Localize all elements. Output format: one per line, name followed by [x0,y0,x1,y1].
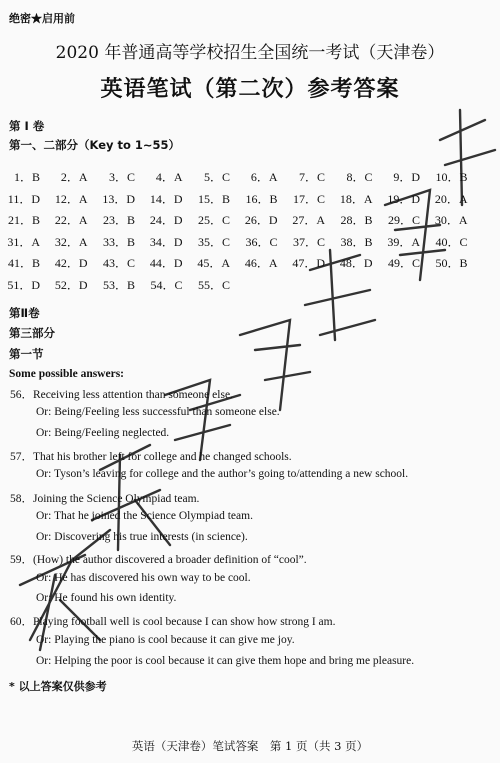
answer-cell: 1．B [13,170,40,184]
answer-cell: 55．C [197,277,230,292]
confidential-label: 绝密★启用前 [9,12,75,25]
answer-cell: 37．C [292,234,325,249]
answer-cell: 53．B [102,277,135,292]
volume-1-heading: 第 I 卷 [9,119,45,133]
answer-cell: 16．B [245,191,278,206]
answer-line: 58．Joining the Science Olympiad team. [10,493,200,505]
reference-note: * 以上答案仅供参考 [9,680,107,693]
answer-cell: 42．D [54,256,88,270]
answer-cell: 46．A [244,256,278,270]
page-footer: 英语（天津卷）笔试答案 第 1 页（共 3 页） [131,739,369,753]
answer-row [8,276,498,294]
answer-cell: 9．D [393,170,420,184]
answer-line: Or: Being/Feeling less successful than someone else. [36,406,280,418]
answer-cell: 4．A [155,170,183,184]
answer-cell: 34．D [149,234,183,249]
answer-cell: 8．C [346,170,373,184]
answer-cell: 39．A [387,234,420,249]
answer-cell: 17．C [292,191,325,206]
answer-cell: 11．D [7,191,40,206]
answer-row [8,254,498,272]
possible-answers-heading: Some possible answers: [9,368,125,380]
answer-row [8,168,498,186]
answer-cell: 6．A [250,170,278,184]
answer-cell: 24．D [149,213,183,227]
part-1-2-heading: 第一、二部分（Key to 1~55） [9,138,181,152]
answer-cell: 33．B [102,234,135,249]
answer-cell: 13．D [102,191,135,206]
answer-line: Or: That he joined the Science Olympiad team. [36,510,253,522]
answer-cell: 49．C [387,256,420,270]
answer-cell: 31．A [7,234,40,249]
answer-cell: 27．A [292,213,325,227]
answer-cell: 15．B [197,191,230,206]
answer-line: 60．Playing football well is cool because I can show how strong I am. [10,616,336,628]
section-1-heading: 第一节 [9,347,44,361]
answer-cell: 51．D [7,277,40,292]
answer-cell: 45．A [197,256,230,270]
answer-cell: 54．C [150,277,183,292]
answer-cell: 50．B [435,256,468,270]
answer-cell: 3．C [108,170,135,184]
answer-line: Or: Discovering his true interests (in science). [36,531,248,543]
answer-cell: 18．A [339,191,373,206]
answer-cell: 10．B [435,170,468,184]
answer-cell: 38．B [340,234,373,249]
volume-2-heading: 第Ⅱ卷 [9,306,40,320]
answer-cell: 26．D [244,213,278,227]
answer-cell: 22．A [54,213,88,227]
answer-row [8,211,498,229]
answer-cell: 43．C [102,256,135,270]
answer-row [8,190,498,208]
answer-cell: 20．A [434,191,468,206]
answer-cell: 35．C [197,234,230,249]
exam-title: 2020 年普通高等学校招生全国统一考试（天津卷） [55,43,445,63]
answer-cell: 44．D [149,256,183,270]
answer-cell: 32．A [54,234,88,249]
answer-line: Or: He found his own identity. [36,592,177,604]
answer-cell: 5．C [203,170,230,184]
watermark-text: 天津市教育招生考试院 [0,0,10,1]
answer-cell: 25．C [197,213,230,227]
answer-line: Or: Tyson’s leaving for college and the author’s going to/attending a new school. [36,468,409,480]
answer-line: 57．That his brother left for college and he changed schools. [10,451,292,463]
answer-line: Or: Helping the poor is cool because it can give them hope and bring me pleasure. [36,655,415,667]
answer-cell: 41．B [7,256,40,270]
answer-cell: 19．D [387,191,420,206]
answer-line: Or: He has discovered his own way to be cool. [36,572,251,584]
answer-cell: 23．B [102,213,135,227]
answer-cell: 29．C [387,213,420,227]
answer-cell: 21．B [7,213,40,227]
answer-cell: 40．C [435,234,468,249]
part-3-heading: 第三部分 [9,326,55,340]
answer-cell: 30．A [434,213,468,227]
answer-cell: 52．D [54,277,88,292]
answer-line: 59．(How) the author discovered a broader definition of “cool”. [10,554,307,566]
answer-cell: 12．A [54,191,88,206]
answer-line: Or: Being/Feeling neglected. [36,427,170,439]
answer-row [8,233,498,251]
document-title: 英语笔试（第二次）参考答案 [100,76,400,102]
answer-cell: 48．D [339,256,373,270]
answer-cell: 14．D [149,191,183,206]
answer-cell: 2．A [60,170,88,184]
answer-cell: 7．C [298,170,325,184]
answer-line: Or: Playing the piano is cool because it can give me joy. [36,634,295,646]
answer-cell: 36．C [245,234,278,249]
answer-line: 56．Receiving less attention than someone else. [10,389,233,401]
answer-cell: 47．D [292,256,325,270]
answer-cell: 28．B [340,213,373,227]
